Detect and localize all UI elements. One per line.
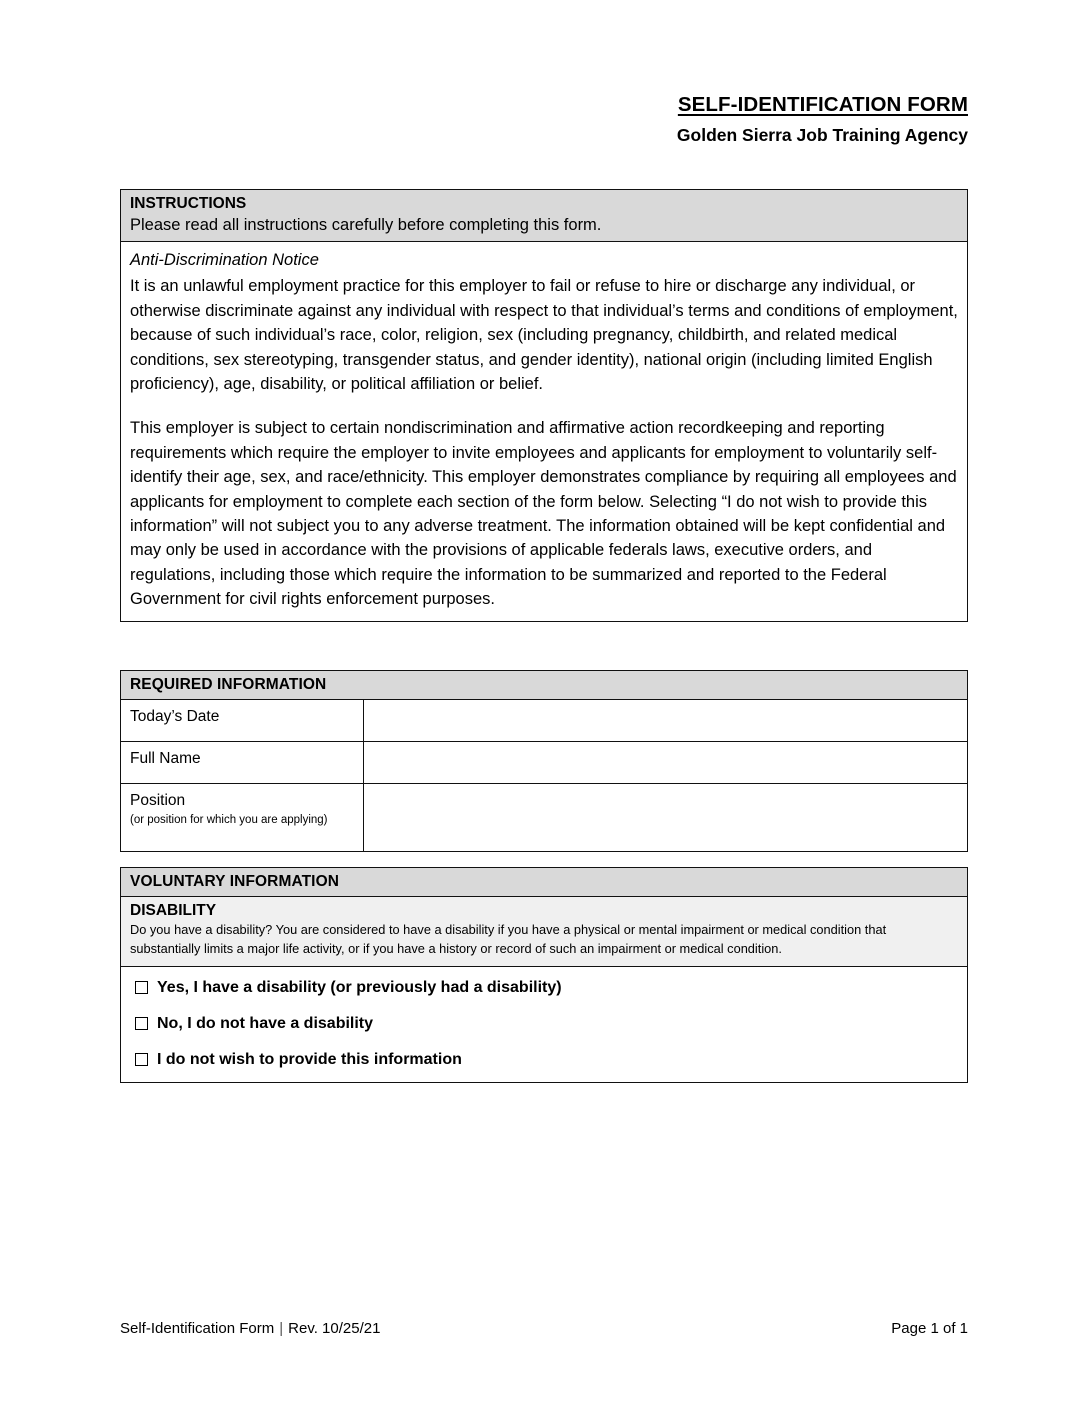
full-name-field[interactable] <box>364 742 968 784</box>
todays-date-field[interactable] <box>364 700 968 742</box>
voluntary-information-header-band <box>121 868 967 897</box>
voluntary-information-heading: VOLUNTARY INFORMATION <box>130 873 340 890</box>
footer-revision: Rev. 10/25/21 <box>288 1320 381 1337</box>
disability-options-group <box>121 967 967 1082</box>
table-row <box>121 742 967 784</box>
page-footer <box>120 1320 968 1337</box>
table-row <box>121 784 967 852</box>
checkbox-icon[interactable] <box>135 981 148 994</box>
required-information-section <box>120 670 968 852</box>
required-information-table <box>121 699 967 851</box>
required-information-heading: REQUIRED INFORMATION <box>130 676 327 693</box>
checkbox-icon[interactable] <box>135 1053 148 1066</box>
document-header <box>120 92 968 146</box>
disability-option-no[interactable] <box>135 1014 958 1035</box>
required-information-header-band <box>121 671 967 699</box>
instructions-body <box>121 242 967 620</box>
footer-form-info <box>120 1320 380 1337</box>
disability-description-block <box>121 897 967 967</box>
disability-option-yes-label: Yes, I have a disability (or previously had a disability) <box>157 979 562 997</box>
table-row <box>121 700 967 742</box>
full-name-label: Full Name <box>121 742 364 784</box>
instructions-subheading: Please read all instructions carefully before completing this form. <box>130 216 602 234</box>
footer-separator: | <box>279 1320 284 1337</box>
voluntary-information-section <box>120 867 968 1083</box>
checkbox-icon[interactable] <box>135 1017 148 1030</box>
anti-discrimination-notice-title: Anti-Discrimination Notice <box>130 251 319 270</box>
notice-paragraph-2: This employer is subject to certain nondiscrimination and affirmative action recordkeeping and reporting requirements which require the employer to invite employees and applicants for employment to voluntarily self-identify their age, sex, and race/ethnicity. This employer demonstrates compliance by requiring all employees and applicants for employment to complete each section of the form below. Selecting “I do not wish to provide this information” will not subject you to any adverse treatment. The information obtained will be kept confidential and may only be used in accordance with the provisions of applicable federals laws, executive orders, and regulations, including those which require the information to be summarized and reported to the Federal Government for civil rights enforcement purposes. <box>130 419 957 609</box>
disability-option-decline[interactable] <box>135 1050 958 1071</box>
position-field[interactable] <box>364 784 968 852</box>
disability-option-yes[interactable] <box>135 978 958 999</box>
disability-option-no-label: No, I do not have a disability <box>157 1014 374 1032</box>
todays-date-label: Today’s Date <box>121 700 364 742</box>
position-label: Position <box>130 792 186 809</box>
disability-heading: DISABILITY <box>130 902 217 919</box>
agency-name: Golden Sierra Job Training Agency <box>676 124 968 145</box>
notice-paragraph-1: It is an unlawful employment practice for this employer to fail or refuse to hire or discharge any individual, or otherwise discriminate against any individual with respect to that individual’s terms and conditions of employment, because of such individual’s race, color, religion, sex (including pregnancy, childbirth, and related medical conditions, sex stereotyping, transgender status, and gender identity), national origin (including limited English proficiency), age, disability, or political affiliation or belief. <box>130 277 958 393</box>
footer-form-name: Self-Identification Form <box>120 1320 275 1337</box>
position-label-cell <box>121 784 364 852</box>
page-title: SELF-IDENTIFICATION FORM <box>677 93 968 116</box>
position-sub-label: (or position for which you are applying) <box>130 813 328 826</box>
instructions-heading: INSTRUCTIONS <box>130 195 247 212</box>
instructions-section <box>120 189 968 622</box>
instructions-header-band <box>121 190 967 242</box>
disability-description: Do you have a disability? You are considered to have a disability if you have a physical or mental impairment or medical condition that substantially limits a major life activity, or if you have a history or record of such an impairment or medical condition. <box>130 922 887 956</box>
disability-option-decline-label: I do not wish to provide this information <box>157 1050 462 1068</box>
footer-page-number: Page 1 of 1 <box>891 1320 968 1337</box>
